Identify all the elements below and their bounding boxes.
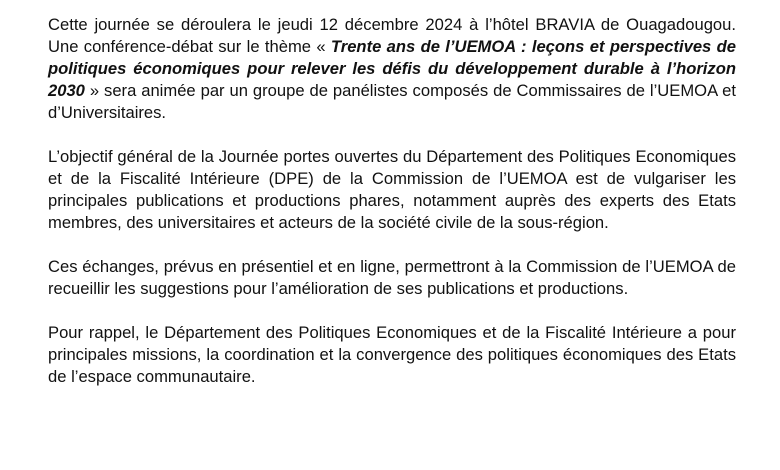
paragraph-objective: L’objectif général de la Journée portes ouvertes du Département des Politiques Economiques et de la Fiscalité Intérieure (DPE) de la Commission de l’UEMOA est de vulgariser les principales publications et productions phares, notamment auprès des experts des Etats membres, des universitaires et acteurs de la société civile de la sous-région. bbox=[48, 147, 736, 232]
paragraph-text: Cette journée se déroulera le jeudi 12 décembre 2024 à l’hôtel BRAVIA de Ouagadougou. Une conférence-débat sur le thème « bbox=[48, 15, 736, 56]
document-body bbox=[48, 14, 736, 410]
paragraph-text: » sera animée par un groupe de panélistes composés de Commissaires de l’UEMOA et d’Universitaires. bbox=[48, 81, 736, 122]
paragraph-event-announcement bbox=[48, 14, 736, 124]
conference-theme: Trente ans de l’UEMOA : leçons et perspectives de politiques économiques pour relever les défis du développement durable à l’horizon 2030 bbox=[48, 37, 736, 100]
paragraph-reminder: Pour rappel, le Département des Politiques Economiques et de la Fiscalité Intérieure a pour principales missions, la coordination et la convergence des politiques économiques des Etats de l’espace communautaire. bbox=[48, 323, 736, 386]
paragraph-exchanges: Ces échanges, prévus en présentiel et en ligne, permettront à la Commission de l’UEMOA de recueillir les suggestions pour l’amélioration de ses publications et productions. bbox=[48, 257, 736, 298]
